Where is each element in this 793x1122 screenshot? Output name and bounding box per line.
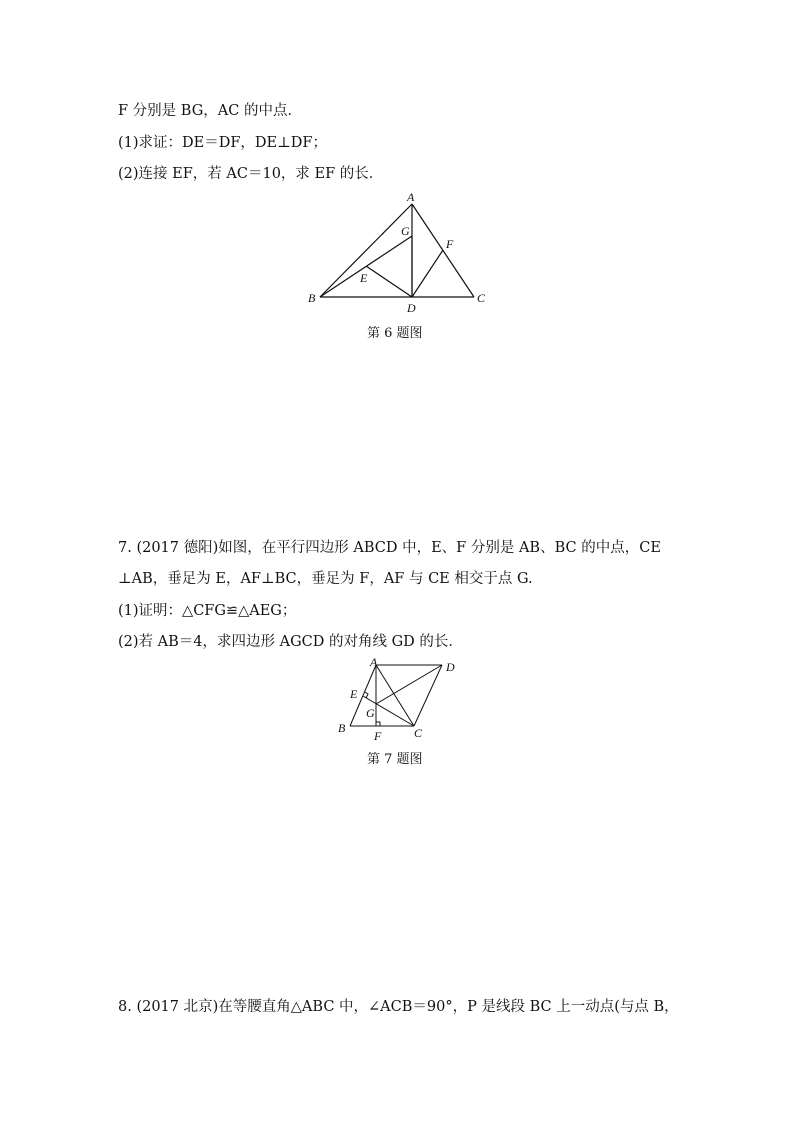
fig6-seg-DF (412, 250, 443, 297)
fig7-seg-CD (414, 665, 442, 726)
figure-6 (300, 188, 500, 318)
fig7-right-angle-F (376, 722, 380, 726)
fig6-label-G: G (401, 224, 410, 238)
fig7-label-A: A (370, 656, 378, 669)
q7-line-2: ⊥AB，垂足为 E，AF⊥BC，垂足为 F，AF 与 CE 相交于点 G. (118, 571, 533, 587)
fig6-label-E: E (360, 271, 368, 285)
figure-7 (330, 656, 470, 744)
q8-line-1: 8. (2017 北京)在等腰直角△ABC 中，∠ACB＝90°，P 是线段 BC 上一动点(与点 B， (118, 999, 679, 1015)
q7-line-4: (2)若 AB＝4，求四边形 AGCD 的对角线 GD 的长． (118, 634, 463, 650)
fig7-label-D: D (446, 660, 455, 674)
fig6-label-F: F (446, 237, 454, 251)
q6-line-3: (2)连接 EF，若 AC＝10，求 EF 的长． (118, 166, 384, 182)
q7-line-1: 7. (2017 德阳)如图，在平行四边形 ABCD 中，E、F 分别是 AB、BC 的中点，CE (118, 540, 661, 556)
q6-line-2: (1)求证：DE＝DF，DE⊥DF； (118, 135, 327, 151)
fig7-seg-GD (376, 665, 442, 704)
fig7-caption: 第 7 题图 (367, 752, 423, 767)
fig7-label-G: G (366, 706, 375, 720)
fig6-seg-DE (366, 266, 412, 297)
fig6-label-A: A (407, 190, 415, 204)
q6-line-1: F 分别是 BG，AC 的中点． (118, 103, 302, 119)
fig6-label-D: D (407, 301, 416, 315)
q7-line-3: (1)证明：△CFG≌△AEG； (118, 603, 297, 619)
fig7-seg-AC (376, 665, 414, 726)
fig7-label-B: B (338, 721, 346, 735)
fig7-label-E: E (350, 687, 358, 701)
fig7-label-F: F (374, 729, 382, 743)
fig7-label-C: C (414, 726, 423, 740)
fig6-label-B: B (308, 291, 316, 305)
fig6-label-C: C (477, 291, 486, 305)
fig6-caption: 第 6 题图 (367, 326, 423, 341)
